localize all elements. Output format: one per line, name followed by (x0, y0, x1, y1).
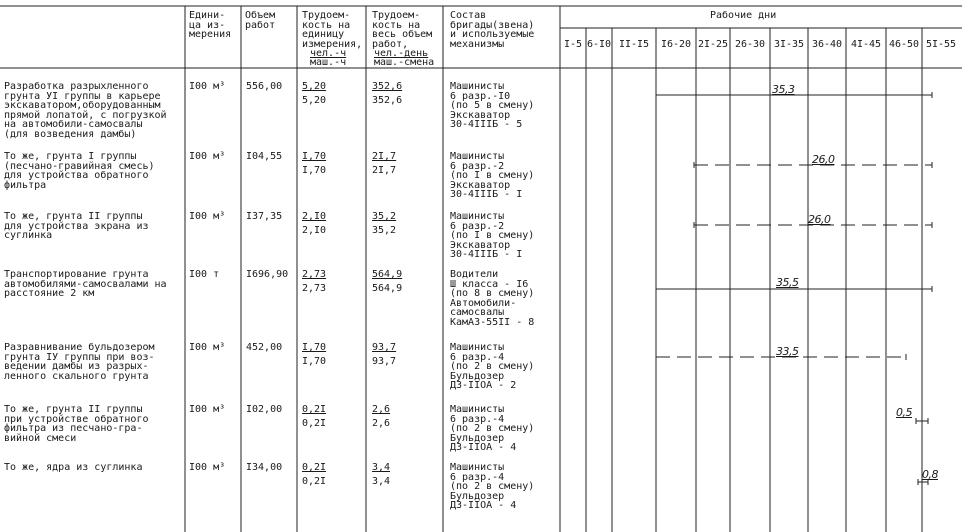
header-volume: Объем работ (245, 10, 276, 31)
unit-value: I00 м³ (189, 211, 226, 222)
unit-value: I00 м³ (189, 81, 226, 92)
labor-total-machine-value: 2,6 (372, 418, 391, 429)
unit-value: I00 м³ (189, 151, 226, 162)
unit-value: I00 т (189, 269, 220, 280)
unit-value: I00 м³ (189, 462, 226, 473)
period-header-cell: 3I-35 (773, 39, 805, 50)
crew-text: Машинисты 6 разр.-4 (по 2 в смену) Бульдозер ДЗ-IIOА - 4 (450, 462, 535, 512)
crew-text: Машинисты 6 разр.-2 (по I в смену) Экскаватор 30-4IIIБ - I (450, 151, 535, 201)
header-labor-unit: Трудоем- кость на единицу измерения, (302, 10, 363, 50)
volume-value: I34,00 (246, 462, 283, 473)
crew-text: Водители Ш класса - I6 (по 8 в смену) Автомобили- самосвалы КамАЗ-55II - 8 (450, 269, 535, 328)
work-name: Транспортирование грунта автомобилями-самосвалами на расстояние 2 км (4, 269, 167, 300)
labor-unit-machine-value: I,70 (302, 356, 327, 367)
header-labor-total-units-top: чел.-день (374, 48, 429, 59)
work-name: Разравнивание бульдозером грунта IУ группы при воз- ведении дамбы из разрых- ленного скального грунта (4, 342, 155, 382)
labor-total-value: 3,4 (372, 462, 391, 473)
work-name: То же, грунта II группы для устройства экрана из суглинка (4, 211, 149, 242)
labor-unit-machine-value: 2,I0 (302, 225, 327, 236)
labor-unit-value: 5,20 (302, 81, 327, 92)
period-header-cell: I-5 (563, 39, 583, 50)
labor-unit-machine-value: 0,2I (302, 418, 327, 429)
volume-value: I02,00 (246, 404, 283, 415)
labor-unit-value: 2,I0 (302, 211, 327, 222)
gantt-bar-label: 35,3 (772, 83, 795, 96)
gantt-bar-label: 33,5 (776, 345, 799, 358)
header-labor-unit-units-bottom: маш.-ч (310, 57, 347, 68)
period-header-cell: 6-I0 (586, 39, 612, 50)
labor-unit-machine-value: 5,20 (302, 95, 327, 106)
labor-unit-machine-value: 0,2I (302, 476, 327, 487)
labor-total-machine-value: 93,7 (372, 356, 397, 367)
labor-total-value: 352,6 (372, 81, 403, 92)
labor-total-value: 2,6 (372, 404, 391, 415)
period-header-cell: 4I-45 (850, 39, 882, 50)
labor-unit-value: I,70 (302, 342, 327, 353)
header-working-days: Рабочие дни (710, 10, 777, 21)
labor-total-value: 2I,7 (372, 151, 397, 162)
labor-unit-value: 0,2I (302, 462, 327, 473)
gantt-bar-label: 35,5 (776, 276, 799, 289)
header-unit: Едини- ца из- мерения (189, 10, 232, 41)
period-header-cell: 26-30 (734, 39, 766, 50)
labor-unit-value: 0,2I (302, 404, 327, 415)
labor-total-machine-value: 564,9 (372, 283, 403, 294)
period-header-cell: I6-20 (660, 39, 692, 50)
labor-total-machine-value: 352,6 (372, 95, 403, 106)
period-header-cell: 46-50 (888, 39, 920, 50)
work-name: То же, ядра из суглинка (4, 462, 143, 473)
volume-value: 556,00 (246, 81, 283, 92)
labor-total-value: 35,2 (372, 211, 397, 222)
header-labor-total-units-bottom: маш.-смена (374, 57, 435, 68)
crew-text: Машинисты 6 разр.-4 (по 2 в смену) Бульдозер ДЗ-IIOА - 4 (450, 404, 535, 454)
header-crew: Состав бригады(звена) и используемые механизмы (450, 10, 535, 50)
volume-value: I696,90 (246, 269, 289, 280)
volume-value: I37,35 (246, 211, 283, 222)
gantt-bar-label: 0,8 (922, 468, 938, 481)
unit-value: I00 м³ (189, 404, 226, 415)
period-header-cell: II-I5 (618, 39, 650, 50)
work-name: То же, грунта I группы (песчано-гравийная смесь) для устройства обратного фильтра (4, 151, 155, 191)
volume-value: 452,00 (246, 342, 283, 353)
labor-total-value: 93,7 (372, 342, 397, 353)
labor-total-machine-value: 2I,7 (372, 165, 397, 176)
labor-total-machine-value: 3,4 (372, 476, 391, 487)
header-labor-total: Трудоем- кость на весь объем работ, (372, 10, 433, 50)
period-header-cell: 2I-25 (697, 39, 729, 50)
period-header-cell: 5I-55 (925, 39, 957, 50)
labor-total-machine-value: 35,2 (372, 225, 397, 236)
header-labor-unit-units-top: чел.-ч (310, 48, 347, 59)
work-name: Разработка разрыхленного грунта УI группы в карьере экскаватором,оборудованным прямой лопатой, с погрузкой на автомобили-самосвалы (для возведения дамбы) (4, 81, 167, 140)
labor-unit-value: 2,73 (302, 269, 327, 280)
gantt-bar-label: 0,5 (896, 406, 912, 419)
labor-unit-value: I,70 (302, 151, 327, 162)
crew-text: Машинисты 6 разр.-4 (по 2 в смену) Бульдозер ДЗ-IIOА - 2 (450, 342, 535, 392)
work-name: То же, грунта II группы при устройстве обратного фильтра из песчано-гра- вийной смеси (4, 404, 149, 444)
period-header-cell: 36-40 (811, 39, 843, 50)
labor-unit-machine-value: I,70 (302, 165, 327, 176)
labor-total-value: 564,9 (372, 269, 403, 280)
crew-text: Машинисты 6 разр.-I0 (по 5 в смену) Экскаватор 30-4IIIБ - 5 (450, 81, 535, 131)
volume-value: I04,55 (246, 151, 283, 162)
gantt-bar-label: 26,0 (812, 153, 835, 166)
crew-text: Машинисты 6 разр.-2 (по I в смену) Экскаватор 30-4IIIБ - I (450, 211, 535, 261)
gantt-bar-label: 26,0 (808, 213, 831, 226)
unit-value: I00 м³ (189, 342, 226, 353)
labor-unit-machine-value: 2,73 (302, 283, 327, 294)
